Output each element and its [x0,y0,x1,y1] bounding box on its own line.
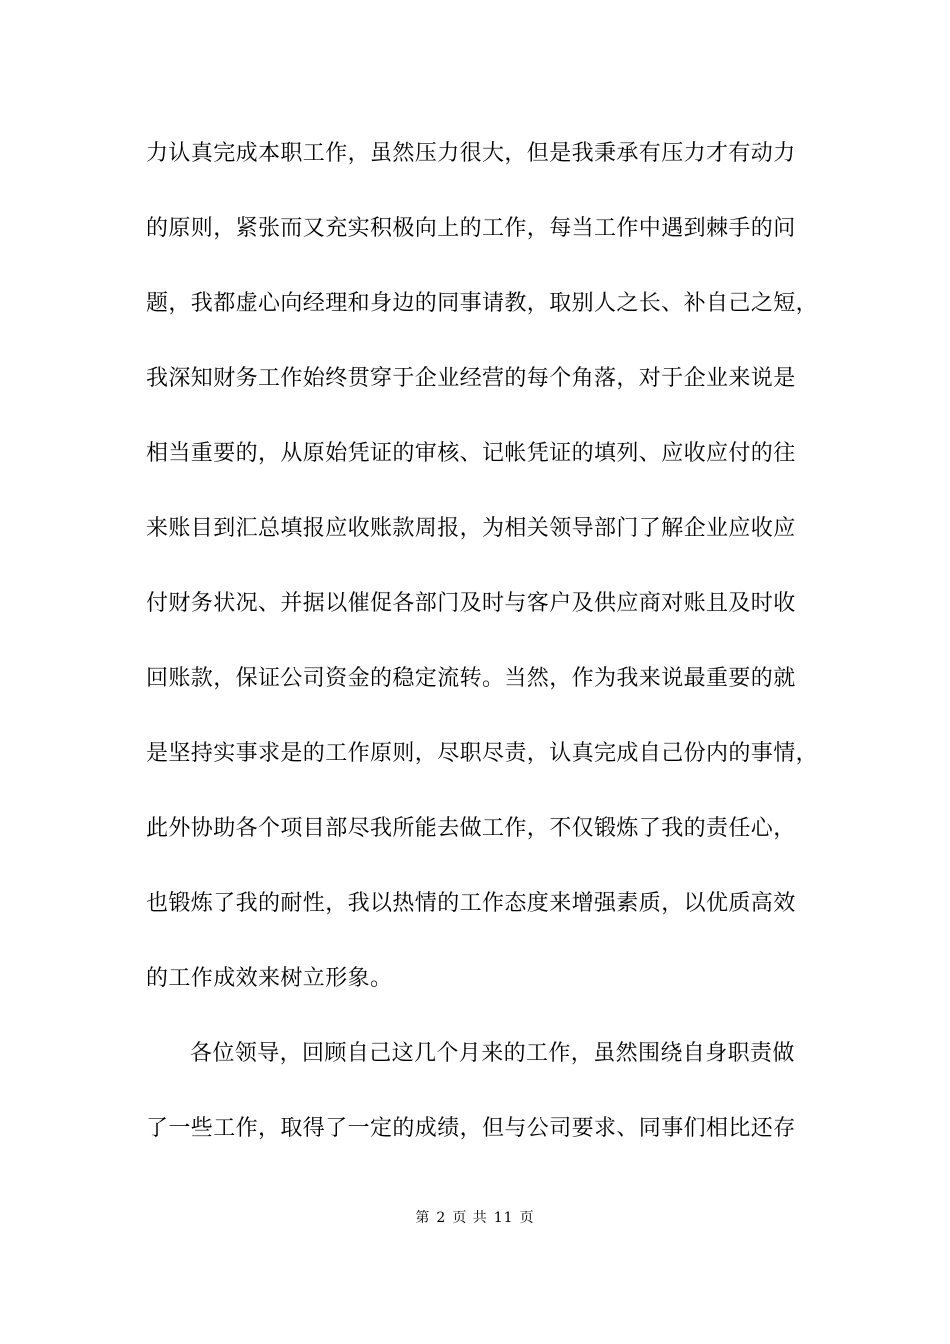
text-line: 的工作成效来树立形象。 [146,966,393,991]
footer-total-pages: 11 [493,1210,514,1226]
text-line: 力认真完成本职工作，虽然压力很大，但是我秉承有压力才有动力 [146,141,796,166]
page-footer [0,1207,950,1227]
text-line: 我深知财务工作始终贯穿于企业经营的每个角落，对于企业来说是 [146,366,796,391]
footer-middle: 页 共 [452,1210,488,1226]
text-line: 是坚持实事求是的工作原则，尽职尽责，认真完成自己份内的事情， [146,741,819,766]
text-line: 此外协助各个项目部尽我所能去做工作，不仅锻炼了我的责任心， [146,816,796,841]
text-line: 相当重要的，从原始凭证的审核、记帐凭证的填列、应收应付的往 [146,441,796,466]
document-body [146,132,836,1182]
text-line: 回账款，保证公司资金的稳定流转。当然，作为我来说最重要的就 [146,666,796,691]
footer-prefix: 第 [415,1210,431,1226]
text-line: 也锻炼了我的耐性，我以热情的工作态度来增强素质，以优质高效 [146,891,796,916]
text-line: 的原则，紧张而又充实积极向上的工作，每当工作中遇到棘手的问 [146,216,796,241]
text-line: 来账目到汇总填报应收账款周报，为相关领导部门了解企业应收应 [146,516,796,541]
footer-suffix: 页 [519,1210,535,1226]
paragraph-start-line: 各位领导，回顾自己这几个月来的工作，虽然围绕自身职责做 [190,1041,795,1066]
text-line: 付财务状况、并据以催促各部门及时与客户及供应商对账且及时收 [146,591,796,616]
text-line: 题，我都虚心向经理和身边的同事请教，取别人之长、补自己之短， [146,291,819,316]
text-line: 了一些工作，取得了一定的成绩，但与公司要求、同事们相比还存 [146,1116,796,1141]
footer-current-page: 2 [436,1210,447,1226]
